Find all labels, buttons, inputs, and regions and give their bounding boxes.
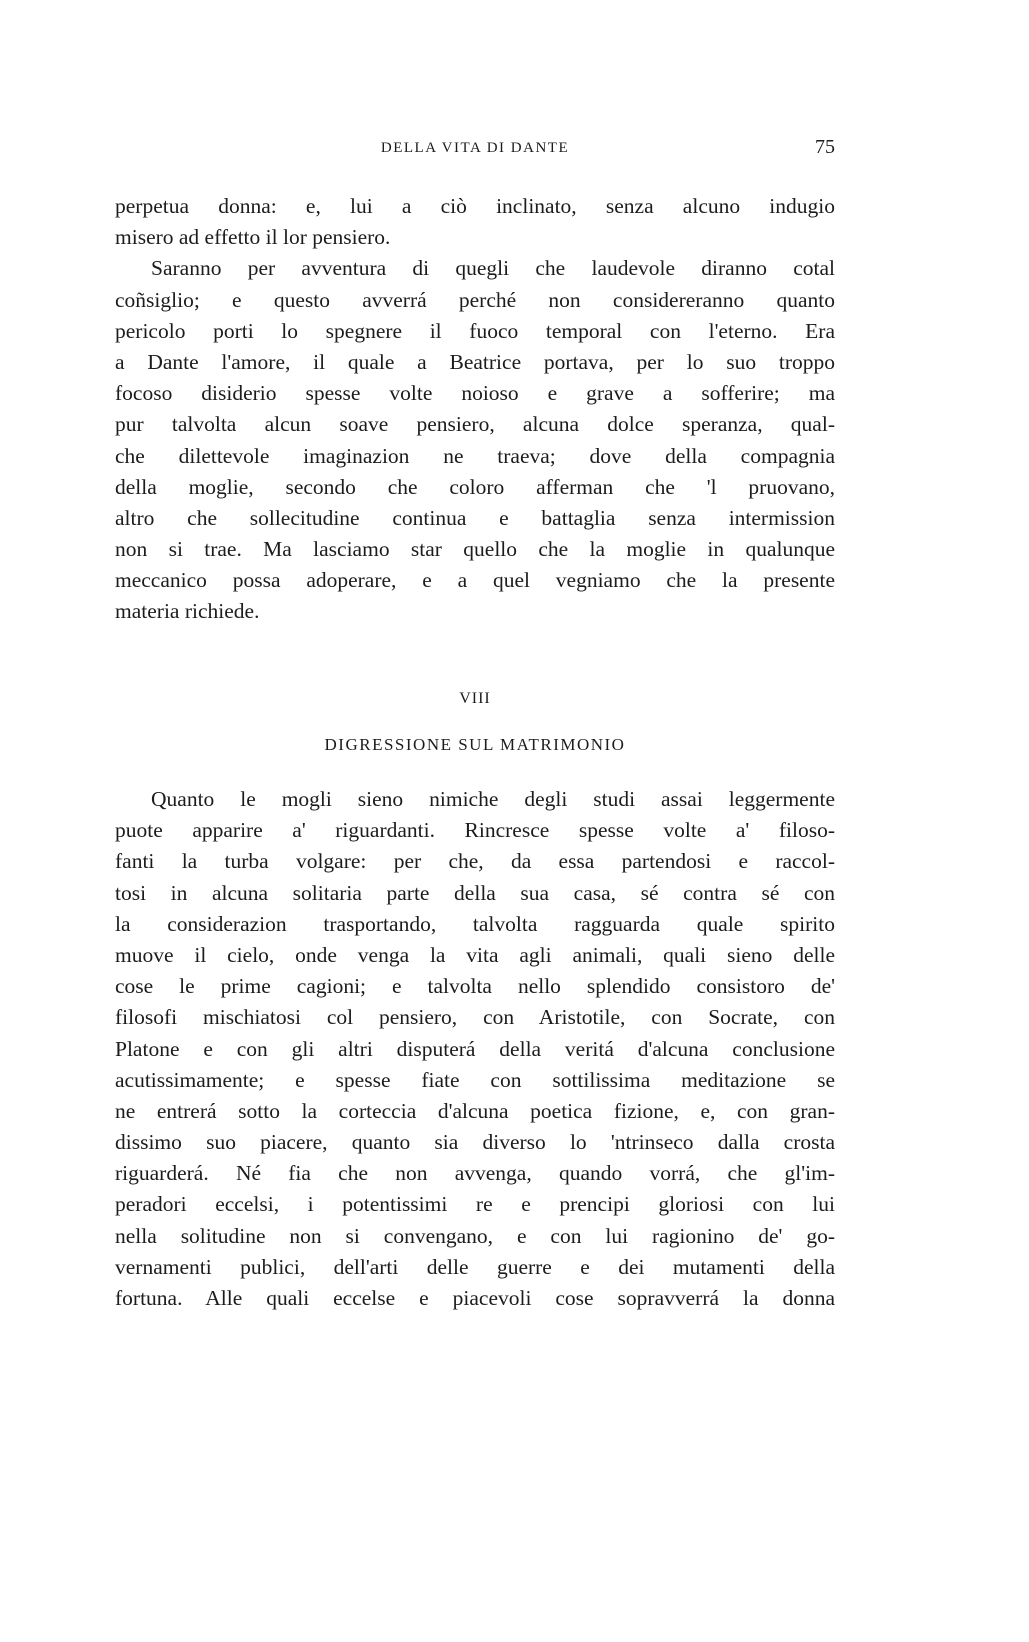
text-line: acutissimamente; e spesse fiate con sottilissima meditazione se: [115, 1067, 835, 1092]
text-line: che dilettevole imaginazion ne traeva; dove della compagnia: [115, 443, 835, 468]
text-line: perpetua donna: e, lui a ciò inclinato, senza alcuno indugio: [115, 194, 835, 218]
paragraph-block-1: [115, 191, 835, 628]
page-number: 75: [815, 136, 835, 158]
text-line: Saranno per avventura di quegli che laudevole diranno cotal: [151, 256, 835, 281]
text-line: pericolo porti lo spegnere il fuoco temporal con l'eterno. Era: [115, 318, 835, 343]
text-line: altro che sollecitudine continua e battaglia senza intermission: [115, 505, 835, 530]
text-line: meccanico possa adoperare, e a quel vegniamo che la presente: [115, 568, 835, 593]
text-line: materia richiede.: [115, 599, 260, 624]
text-line: nella solitudine non si convengano, e con lui ragionino de' go-: [115, 1223, 835, 1248]
running-title: DELLA VITA DI DANTE: [380, 140, 570, 156]
paragraph-block-2: [115, 784, 835, 1314]
text-line: della moglie, secondo che coloro afferman che 'l pruovano,: [115, 474, 835, 499]
text-line: a Dante l'amore, il quale a Beatrice portava, per lo suo troppo: [115, 349, 835, 374]
text-line: vernamenti publici, dell'arti delle guerre e dei mutamenti della: [115, 1254, 835, 1279]
text-line: Platone e con gli altri disputerá della veritá d'alcuna conclusione: [115, 1036, 835, 1061]
text-line: puote apparire a' riguardanti. Rincresce spesse volte a' filoso-: [115, 818, 835, 843]
text-line: muove il cielo, onde venga la vita agli animali, quali sieno delle: [115, 942, 835, 967]
text-line: riguarderá. Né fia che non avvenga, quando vorrá, che gl'im-: [115, 1161, 835, 1186]
section-title: DIGRESSIONE SUL MATRIMONIO: [324, 735, 626, 754]
text-line: cose le prime cagioni; e talvolta nello splendido consistoro de': [115, 974, 835, 999]
text-line: peradori eccelsi, i potentissimi re e prencipi gloriosi con lui: [115, 1192, 835, 1217]
text-line: tosi in alcuna solitaria parte della sua casa, sé contra sé con: [115, 880, 835, 905]
text-line: dissimo suo piacere, quanto sia diverso lo 'ntrinseco dalla crosta: [115, 1130, 835, 1155]
text-line: non si trae. Ma lasciamo star quello che la moglie in qualunque: [115, 537, 835, 562]
text-line: ne entrerá sotto la corteccia d'alcuna poetica fizione, e, con gran-: [115, 1098, 835, 1123]
text-line: focoso disiderio spesse volte noioso e grave a sofferire; ma: [115, 381, 835, 406]
running-head: [115, 136, 835, 166]
text-line: Quanto le mogli sieno nimiche degli studi assai leggermente: [151, 787, 835, 811]
text-line: filosofi mischiatosi col pensiero, con Aristotile, con Socrate, con: [115, 1005, 835, 1030]
text-line: coñsiglio; e questo avverrá perché non considereranno quanto: [115, 287, 835, 312]
text-line: fanti la turba volgare: per che, da essa partendosi e raccol-: [115, 849, 835, 874]
text-line: fortuna. Alle quali eccelse e piacevoli cose sopravverrá la donna: [115, 1286, 835, 1310]
text-line: la considerazion trasportando, talvolta ragguarda quale spirito: [115, 911, 835, 936]
text-line: pur talvolta alcun soave pensiero, alcuna dolce speranza, qual-: [115, 412, 835, 437]
text-line: misero ad effetto il lor pensiero.: [115, 225, 391, 250]
section-numeral: VIII: [459, 690, 491, 707]
